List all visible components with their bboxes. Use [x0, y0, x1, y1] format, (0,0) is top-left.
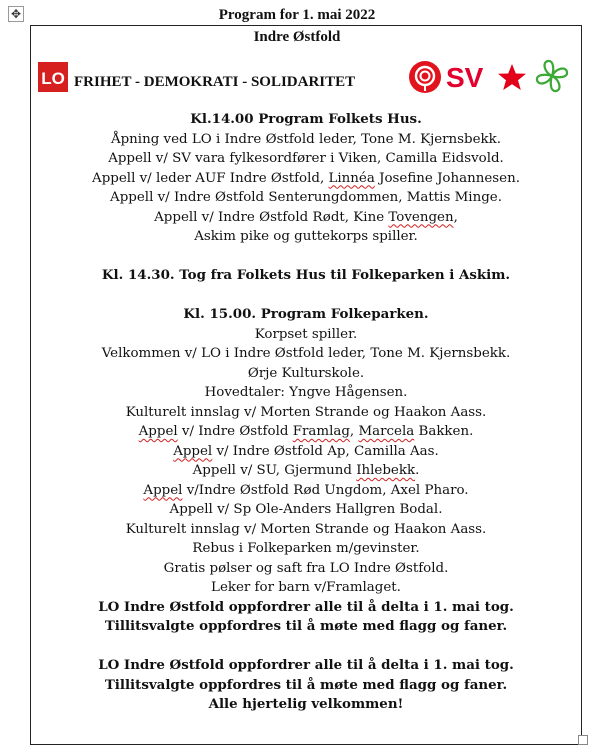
list-item: Gratis pølser og saft fra LO Indre Østfold. — [163, 560, 449, 576]
list-item: Appel v/ Indre Østfold Ap, Camilla Aas. — [173, 443, 439, 459]
closing-line: LO Indre Østfold oppfordrer alle til å delta i 1. mai tog. — [98, 598, 514, 615]
lo-logo-icon — [38, 62, 68, 92]
page-title: Program for 1. mai 2022 — [218, 7, 376, 23]
list-item: Appell v/ SU, Gjermund Ihlebekk. — [192, 463, 420, 478]
ap-rose-logo-icon — [408, 60, 442, 94]
list-item: Appel v/Indre Østfold Rød Ungdom, Axel Pharo. — [143, 482, 469, 498]
list-item: Appell v/ SV vara fylkesordfører i Viken, Camilla Eidsvold. — [108, 151, 504, 166]
list-item: Appell v/ Sp Ole-Anders Hallgren Bodal. — [169, 502, 443, 517]
list-item: Appell v/ Indre Østfold Rødt, Kine Tovengen, — [154, 209, 458, 225]
slogan-row — [38, 58, 578, 98]
list-item: Ørje Kulturskole. — [247, 365, 365, 381]
parade-line: Kl. 14.30. Tog fra Folkets Hus til Folkeparken i Askim. — [101, 267, 511, 283]
region-title: Indre Østfold — [253, 29, 341, 45]
list-item: Hovedtaler: Yngve Hågensen. — [204, 385, 408, 400]
party-logos — [408, 58, 576, 96]
list-item: Kulturelt innslag v/ Morten Strande og Haakon Aass. — [125, 404, 487, 420]
list-item: Appel v/ Indre Østfold Framlag, Marcela Bakken. — [138, 424, 474, 439]
list-item: Velkommen v/ LO i Indre Østfold leder, Tone M. Kjernsbekk. — [101, 346, 511, 361]
list-item: Korpset spiller. — [254, 326, 358, 342]
sp-clover-logo-icon — [534, 58, 570, 94]
svg-text:SV: SV — [446, 62, 484, 92]
table-resize-handle-icon[interactable] — [578, 735, 588, 745]
list-item: Åpning ved LO i Indre Østfold leder, Tone M. Kjernsbekk. — [110, 131, 502, 147]
table-move-handle-icon[interactable]: ✥ — [8, 6, 24, 22]
list-item: Appell v/ Indre Østfold Senterungdommen, Mattis Minge. — [110, 190, 502, 205]
welcome-line: Alle hjertelig velkommen! — [208, 696, 404, 712]
list-item: Leker for barn v/Framlaget. — [211, 580, 401, 595]
program-content — [31, 110, 581, 715]
list-item: Rebus i Folkeparken m/gevinster. — [192, 541, 420, 556]
section2-heading: Kl. 15.00. Program Folkeparken. — [183, 306, 429, 322]
list-item: Askim pike og guttekorps spiller. — [194, 229, 418, 244]
list-item: Appell v/ leder AUF Indre Østfold, Linnéa Josefine Johannesen. — [92, 170, 520, 186]
rodt-star-logo-icon — [496, 62, 528, 92]
list-item: Kulturelt innslag v/ Morten Strande og Haakon Aass. — [125, 521, 487, 537]
closing-line: Tillitsvalgte oppfordres til å møte med flagg og faner. — [104, 676, 508, 693]
slogan: FRIHET - DEMOKRATI - SOLIDARITET — [74, 74, 356, 90]
section1-heading: Kl.14.00 Program Folkets Hus. — [190, 111, 422, 127]
closing-line: LO Indre Østfold oppfordrer alle til å delta i 1. mai tog. — [98, 657, 514, 673]
svg-text:LO: LO — [41, 69, 65, 88]
sv-logo-icon — [446, 62, 492, 92]
closing-line: Tillitsvalgte oppfordres til å møte med flagg og faner. — [104, 618, 508, 634]
